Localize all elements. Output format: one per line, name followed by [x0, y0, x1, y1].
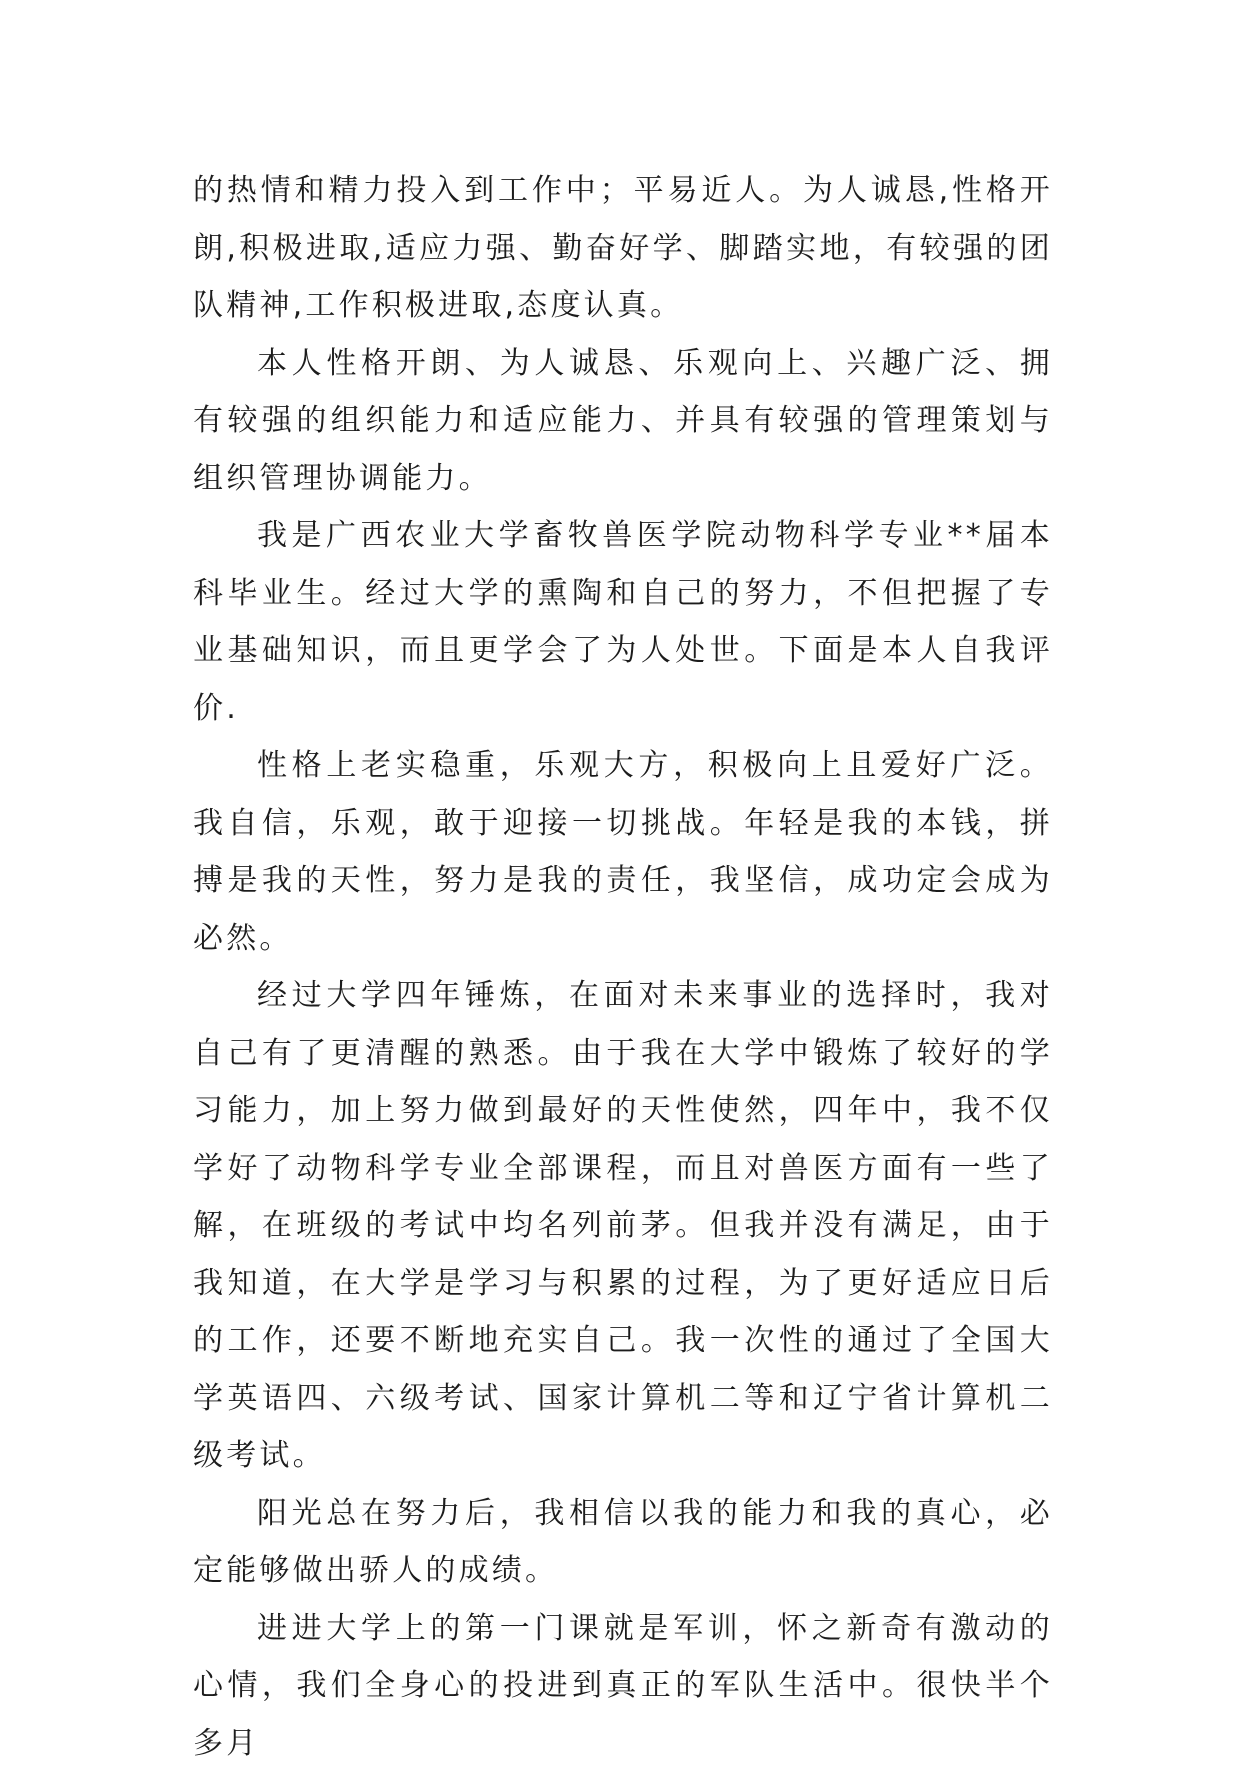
- paragraph-1: 的热情和精力投入到工作中；平易近人。为人诚恳,性格开朗,积极进取,适应力强、勤奋好学、脚踏实地，有较强的团队精神,工作积极进取,态度认真。: [193, 162, 1053, 335]
- document-body: [193, 162, 1053, 1772]
- paragraph-6: 阳光总在努力后，我相信以我的能力和我的真心，必定能够做出骄人的成绩。: [193, 1485, 1053, 1600]
- paragraph-5: 经过大学四年锤炼，在面对未来事业的选择时，我对自己有了更清醒的熟悉。由于我在大学中锻炼了较好的学习能力，加上努力做到最好的天性使然，四年中，我不仅学好了动物科学专业全部课程，而且对兽医方面有一些了解，在班级的考试中均名列前茅。但我并没有满足，由于我知道，在大学是学习与积累的过程，为了更好适应日后的工作，还要不断地充实自己。我一次性的通过了全国大学英语四、六级考试、国家计算机二等和辽宁省计算机二级考试。: [193, 967, 1053, 1485]
- paragraph-2: 本人性格开朗、为人诚恳、乐观向上、兴趣广泛、拥有较强的组织能力和适应能力、并具有较强的管理策划与组织管理协调能力。: [193, 335, 1053, 508]
- paragraph-4: 性格上老实稳重，乐观大方，积极向上且爱好广泛。我自信，乐观，敢于迎接一切挑战。年轻是我的本钱，拼搏是我的天性，努力是我的责任，我坚信，成功定会成为必然。: [193, 737, 1053, 967]
- paragraph-3: 我是广西农业大学畜牧兽医学院动物科学专业**届本科毕业生。经过大学的熏陶和自己的努力，不但把握了专业基础知识，而且更学会了为人处世。下面是本人自我评价.: [193, 507, 1053, 737]
- paragraph-7: 进进大学上的第一门课就是军训，怀之新奇有激动的心情，我们全身心的投进到真正的军队生活中。很快半个多月: [193, 1600, 1053, 1772]
